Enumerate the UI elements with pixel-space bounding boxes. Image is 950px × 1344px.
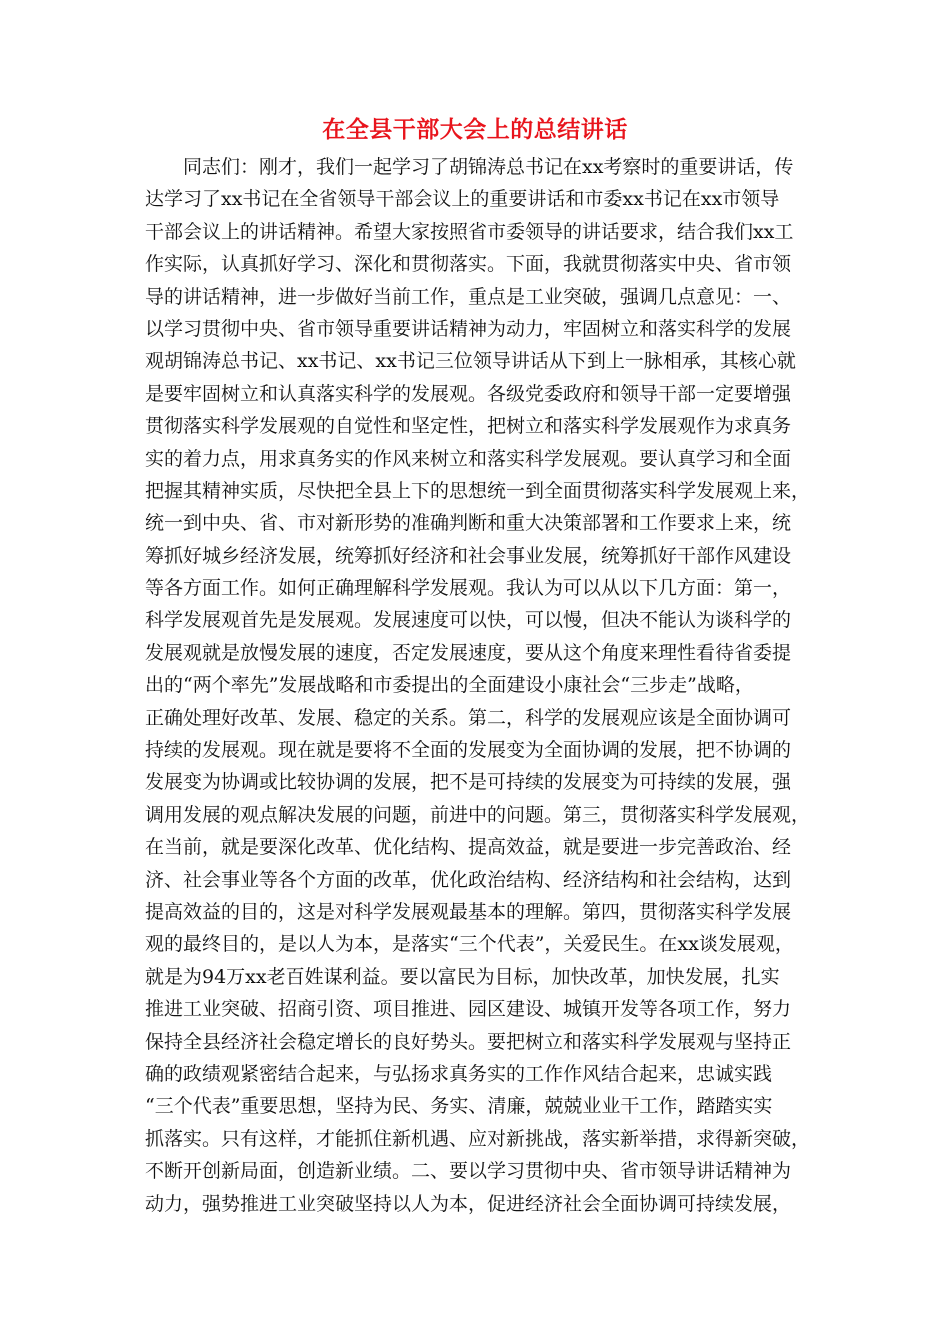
text-line: 确的政绩观紧密结合起来，与弘扬求真务实的工作作风结合起来，忠诚实践 bbox=[145, 1062, 773, 1085]
text-line: 发展观就是放慢发展的速度，否定发展速度，要从这个角度来理性看待省委提 bbox=[145, 641, 792, 664]
text-line: 实的着力点，用求真务实的作风来树立和落实科学发展观。要认真学习和全面 bbox=[145, 447, 792, 470]
text-line: 作实际，认真抓好学习、深化和贯彻落实。下面，我就贯彻落实中央、省市领 bbox=[145, 253, 792, 276]
text-line: 济、社会事业等各个方面的改革，优化政治结构、经济结构和社会结构，达到 bbox=[145, 868, 792, 891]
text-line: 调用发展的观点解决发展的问题，前进中的问题。第三，贯彻落实科学发展观， bbox=[145, 803, 811, 826]
text-line: 同志们：刚才，我们一起学习了胡锦涛总书记在xx考察时的重要讲话，传 bbox=[183, 156, 794, 178]
text-line: 科学发展观首先是发展观。发展速度可以快，可以慢，但决不能认为谈科学的 bbox=[145, 609, 792, 632]
text-line: 发展变为协调或比较协调的发展，把不是可持续的发展变为可持续的发展，强 bbox=[145, 771, 792, 794]
text-line: 不断开创新局面，创造新业绩。二、要以学习贯彻中央、省市领导讲话精神为 bbox=[145, 1160, 792, 1183]
text-line: 筹抓好城乡经济发展，统筹抓好经济和社会事业发展，统筹抓好干部作风建设 bbox=[145, 544, 792, 567]
text-line: 推进工业突破、招商引资、项目推进、园区建设、城镇开发等各项工作，努力 bbox=[145, 998, 792, 1021]
document-title: 在全县干部大会上的总结讲话 bbox=[322, 117, 628, 143]
text-line: 观胡锦涛总书记、xx书记、xx书记三位领导讲话从下到上一脉相承，其核心就 bbox=[145, 350, 796, 373]
text-line: 在当前，就是要深化改革、优化结构、提高效益，就是要进一步完善政治、经 bbox=[145, 836, 792, 859]
text-line: 就是为94万xx老百姓谋利益。要以富民为目标，加快改革，加快发展，扎实 bbox=[145, 965, 780, 988]
text-line: “三个代表”重要思想，坚持为民、务实、清廉，兢兢业业干工作，踏踏实实 bbox=[145, 1095, 773, 1118]
text-line: 达学习了xx书记在全省领导干部会议上的重要讲话和市委xx书记在xx市领导 bbox=[145, 188, 780, 211]
text-line: 干部会议上的讲话精神。希望大家按照省市委领导的讲话要求，结合我们xx工 bbox=[145, 220, 794, 243]
text-line: 观的最终目的，是以人为本，是落实“三个代表”，关爱民生。在xx谈发展观， bbox=[145, 933, 794, 956]
text-line: 动力，强势推进工业突破坚持以人为本，促进经济社会全面协调可持续发展， bbox=[145, 1192, 792, 1215]
text-line: 提高效益的目的，这是对科学发展观最基本的理解。第四，贯彻落实科学发展 bbox=[145, 900, 792, 923]
text-line: 以学习贯彻中央、省市领导重要讲话精神为动力，牢固树立和落实科学的发展 bbox=[145, 317, 792, 340]
text-line: 是要牢固树立和认真落实科学的发展观。各级党委政府和领导干部一定要增强 bbox=[145, 382, 792, 405]
text-line: 抓落实。只有这样，才能抓住新机遇、应对新挑战，落实新举措，求得新突破， bbox=[145, 1127, 811, 1150]
text-line: 贯彻落实科学发展观的自觉性和坚定性，把树立和落实科学发展观作为求真务 bbox=[145, 415, 792, 438]
text-line: 导的讲话精神，进一步做好当前工作，重点是工业突破，强调几点意见：一、 bbox=[145, 285, 792, 308]
document-body bbox=[145, 151, 825, 1220]
text-line: 持续的发展观。现在就是要将不全面的发展变为全面协调的发展，把不协调的 bbox=[145, 739, 792, 762]
text-line: 等各方面工作。如何正确理解科学发展观。我认为可以从以下几方面：第一， bbox=[145, 577, 792, 600]
text-line: 出的“两个率先”发展战略和市委提出的全面建设小康社会“三步走”战略， bbox=[145, 674, 754, 697]
text-line: 统一到中央、省、市对新形势的准确判断和重大决策部署和工作要求上来，统 bbox=[145, 512, 792, 535]
text-line: 正确处理好改革、发展、稳定的关系。第二，科学的发展观应该是全面协调可 bbox=[145, 706, 792, 729]
text-line: 把握其精神实质，尽快把全县上下的思想统一到全面贯彻落实科学发展观上来， bbox=[145, 479, 811, 502]
text-line: 保持全县经济社会稳定增长的良好势头。要把树立和落实科学发展观与坚持正 bbox=[145, 1030, 792, 1053]
